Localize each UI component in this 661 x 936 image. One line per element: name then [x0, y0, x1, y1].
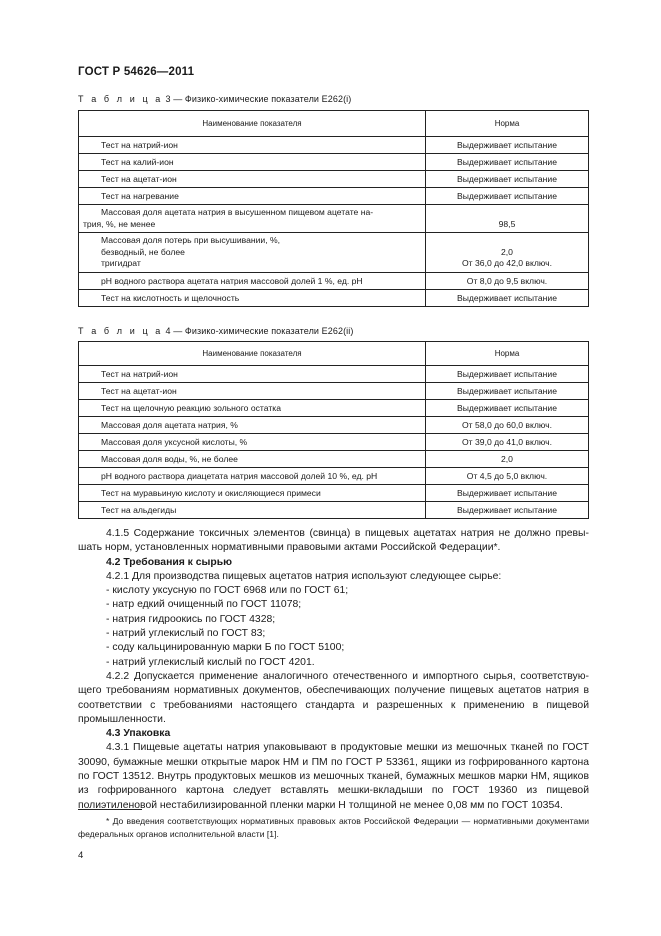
- document-header: ГОСТ Р 54626—2011: [78, 66, 195, 78]
- page-number: 4: [78, 850, 84, 861]
- table-row: [79, 502, 589, 519]
- cell-line: безводный, не более: [101, 246, 185, 257]
- table-row: [79, 468, 589, 485]
- cell-indicator-name: [79, 233, 426, 273]
- cell-line: Тест на нагревание: [101, 191, 179, 201]
- table3-caption-word: Т а б л и ц а: [78, 94, 163, 104]
- list-item: - соду кальцинированную марки Б по ГОСТ 5100;: [78, 641, 589, 655]
- cell-line: 98,5: [498, 218, 516, 229]
- cell-line: Тест на натрий-ион: [101, 369, 178, 379]
- table4: [78, 341, 589, 519]
- table3-col-name: Наименование показателя: [79, 111, 426, 137]
- cell-line: Выдерживает испытание: [457, 157, 557, 167]
- cell-norm-value: [426, 451, 589, 468]
- cell-line: Выдерживает испытание: [457, 174, 557, 184]
- cell-indicator-name: [79, 383, 426, 400]
- cell-indicator-name: [79, 400, 426, 417]
- cell-indicator-name: [79, 417, 426, 434]
- cell-norm-value: [426, 154, 589, 171]
- cell-indicator-name: [79, 485, 426, 502]
- cell-norm-value: [426, 502, 589, 519]
- footnote: * До введения соответствующих нормативных правовых актов Российской Федерации — нормативными документами федеральных органов исполнительной власти [1].: [78, 816, 589, 839]
- cell-indicator-name: [79, 188, 426, 205]
- cell-line: трия, %, не менее: [83, 218, 156, 229]
- table-row: [79, 366, 589, 383]
- cell-line: pH водного раствора ацетата натрия массовой долей 1 %, ед. pH: [101, 275, 363, 286]
- cell-norm-value: [426, 468, 589, 485]
- cell-line: От 8,0 до 9,5 включ.: [466, 275, 548, 286]
- cell-line: От 39,0 до 41,0 включ.: [462, 437, 552, 447]
- cell-line: [430, 235, 584, 247]
- cell-indicator-name: [79, 366, 426, 383]
- cell-norm-value: [426, 400, 589, 417]
- cell-indicator-name: [79, 451, 426, 468]
- cell-indicator-name: [79, 502, 426, 519]
- list-item: - натрий углекислый по ГОСТ 83;: [78, 627, 589, 641]
- table-row: [79, 451, 589, 468]
- cell-line: Тест на ацетат-ион: [101, 174, 177, 184]
- cell-norm-value: [426, 205, 589, 233]
- cell-norm-value: [426, 366, 589, 383]
- cell-line: Тест на калий-ион: [101, 157, 174, 167]
- table-row: [79, 400, 589, 417]
- cell-line: От 36,0 до 42,0 включ.: [462, 258, 552, 268]
- cell-line: Выдерживает испытание: [457, 191, 557, 201]
- cell-line: Выдерживает испытание: [457, 386, 557, 396]
- list-item: - кислоту уксусную по ГОСТ 6968 или по ГОСТ 61;: [78, 584, 589, 598]
- list-item: - натр едкий очищенный по ГОСТ 11078;: [78, 598, 589, 612]
- cell-indicator-name: [79, 205, 426, 233]
- cell-indicator-name: [79, 434, 426, 451]
- cell-line: От 4,5 до 5,0 включ.: [466, 471, 548, 481]
- cell-line: Выдерживает испытание: [457, 292, 557, 303]
- table-row: [79, 171, 589, 188]
- table4-col-norm: Норма: [426, 342, 589, 366]
- cell-line: Тест на альдегиды: [101, 505, 177, 515]
- table-row: [79, 417, 589, 434]
- paragraph-4-1-5: 4.1.5 Содержание токсичных элементов (свинца) в пищевых ацетатах натрия не должно превышать норм, установленных нормативными правовыми актами Российской Федерации*.: [78, 528, 589, 554]
- cell-norm-value: [426, 137, 589, 154]
- cell-line: 2,0: [501, 454, 513, 464]
- cell-line: Массовая доля воды, %, не более: [101, 454, 238, 464]
- table-row: [79, 383, 589, 400]
- body-text: [78, 527, 589, 813]
- cell-indicator-name: [79, 137, 426, 154]
- table3: [78, 110, 589, 307]
- table-row: [79, 154, 589, 171]
- table3-caption-text: 3 — Физико-химические показатели Е262(i): [165, 94, 352, 104]
- cell-norm-value: [426, 233, 589, 273]
- table4-col-name: Наименование показателя: [79, 342, 426, 366]
- cell-line: Выдерживает испытание: [457, 369, 557, 379]
- table-row: [79, 485, 589, 502]
- cell-norm-value: [426, 188, 589, 205]
- cell-line: тригидрат: [101, 258, 141, 268]
- table-row: [79, 289, 589, 306]
- table4-caption-word: Т а б л и ц а: [78, 326, 163, 336]
- cell-norm-value: [426, 417, 589, 434]
- heading-4-3: 4.3 Упаковка: [106, 728, 171, 740]
- cell-line: Выдерживает испытание: [457, 505, 557, 515]
- cell-line: 2,0: [501, 246, 513, 257]
- table3-col-norm: Норма: [426, 111, 589, 137]
- table4-caption: [78, 326, 353, 336]
- cell-indicator-name: [79, 272, 426, 289]
- footnote-divider: [78, 809, 142, 810]
- table-row: [79, 434, 589, 451]
- cell-line: Тест на кислотность и щелочность: [101, 292, 240, 303]
- cell-line: [430, 207, 584, 219]
- cell-line: Выдерживает испытание: [457, 403, 557, 413]
- cell-line: Массовая доля потерь при высушивании, %,: [101, 235, 281, 245]
- cell-line: Массовая доля ацетата натрия, %: [101, 420, 238, 430]
- cell-line: Массовая доля ацетата натрия в высушенном пищевом ацетате на-: [101, 207, 374, 217]
- cell-line: Тест на ацетат-ион: [101, 386, 177, 396]
- table3-body: [79, 137, 589, 307]
- cell-indicator-name: [79, 289, 426, 306]
- cell-norm-value: [426, 272, 589, 289]
- cell-norm-value: [426, 289, 589, 306]
- table-row: [79, 188, 589, 205]
- paragraph-4-2-2: 4.2.2 Допускается применение аналогичного отечественного и импортного сырья, соответствующего требованиям нормативных документов, обеспечивающих получение пищевых ацетатов натрия в соответствии с требованиями настоящего стандарта и разрешенных к применению в пищевой промышленности.: [78, 670, 589, 725]
- table-row: [79, 205, 589, 233]
- cell-indicator-name: [79, 171, 426, 188]
- table3-caption: [78, 94, 351, 104]
- table-row: [79, 233, 589, 273]
- table-row: [79, 272, 589, 289]
- table-row: [79, 137, 589, 154]
- cell-line: Тест на щелочную реакцию зольного остатка: [101, 403, 281, 413]
- cell-norm-value: [426, 383, 589, 400]
- cell-norm-value: [426, 434, 589, 451]
- cell-line: От 58,0 до 60,0 включ.: [462, 420, 552, 430]
- table4-caption-text: 4 — Физико-химические показатели Е262(ii): [165, 326, 354, 336]
- list-item: - натрий углекислый кислый по ГОСТ 4201.: [78, 656, 589, 670]
- cell-line: Выдерживает испытание: [457, 140, 557, 150]
- cell-indicator-name: [79, 468, 426, 485]
- cell-indicator-name: [79, 154, 426, 171]
- paragraph-4-2-1: 4.2.1 Для производства пищевых ацетатов натрия используют следующее сырье:: [106, 570, 502, 582]
- table4-body: [79, 366, 589, 519]
- cell-line: Тест на муравьиную кислоту и окисляющиеся примеси: [101, 488, 321, 498]
- heading-4-2: 4.2 Требования к сырью: [106, 556, 233, 568]
- cell-norm-value: [426, 171, 589, 188]
- cell-line: Выдерживает испытание: [457, 488, 557, 498]
- cell-line: pH водного раствора диацетата натрия массовой долей 10 %, ед. pH: [101, 471, 378, 481]
- list-item: - натрия гидроокись по ГОСТ 4328;: [78, 613, 589, 627]
- cell-norm-value: [426, 485, 589, 502]
- cell-line: Тест на натрий-ион: [101, 140, 178, 150]
- cell-line: Массовая доля уксусной кислоты, %: [101, 437, 248, 447]
- paragraph-4-3-1: 4.3.1 Пищевые ацетаты натрия упаковывают в продуктовые мешки из мешочных тканей по ГОСТ 30090, бумажные мешки открытые марок НМ и ПМ по ГОСТ Р 53361, ящики из гофрированного картона по ГОСТ 13512. Внутрь продуктовых мешков из мешочных тканей, бумажных мешков марки НМ, ящиков из гофрированного картона следует вставлять мешки-вкладыши по ГОСТ 19360 из пищевой полиэтиленовой нестабилизированной пленки марки Н толщиной не менее 0,08 мм по ГОСТ 10354.: [78, 742, 589, 811]
